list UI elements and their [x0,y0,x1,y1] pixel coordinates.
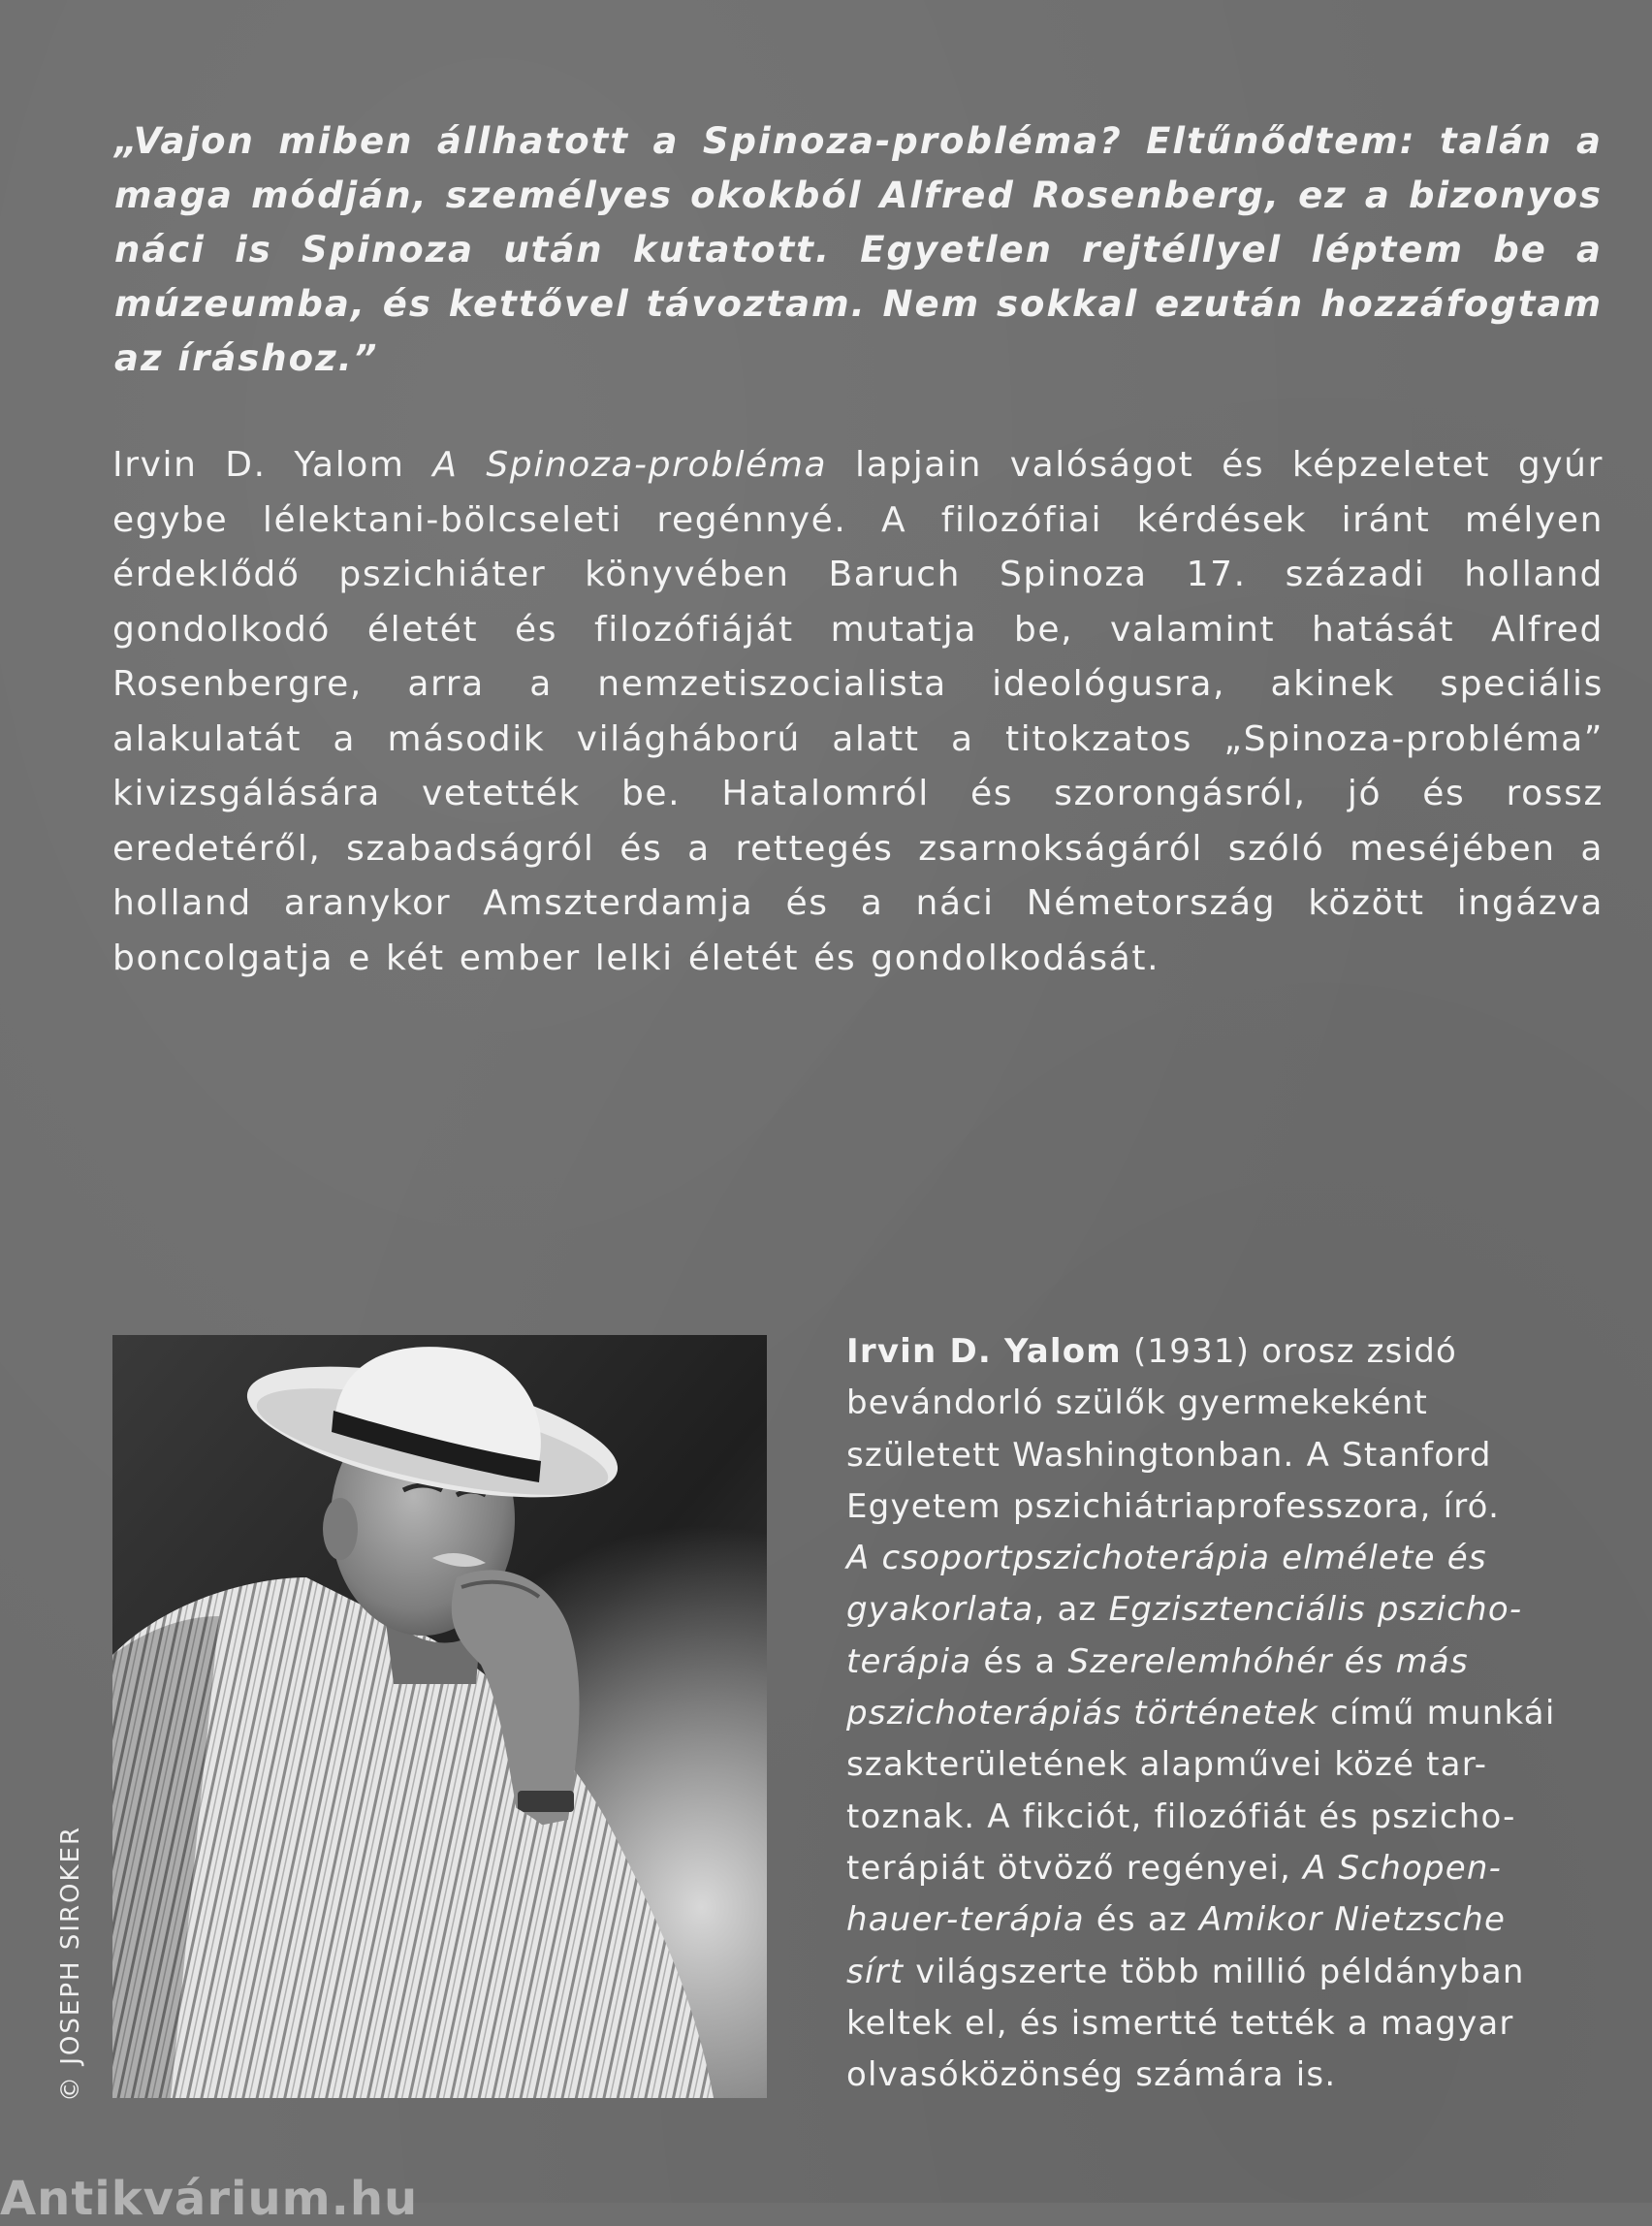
author-portrait-image [112,1335,767,2098]
bio-text: terápiát ötvöző regényei, [846,1848,1292,1888]
bio-book-title: Egzisztenciális pszicho- [1108,1590,1523,1630]
bio-line: keltek el, és ismertté tették a magyar [846,2003,1514,2043]
bio-line [846,1843,1612,1894]
bio-line [846,1688,1612,1739]
bio-text: és a [983,1641,1057,1681]
bio-book-title: hauer-terápia [846,1900,1085,1940]
bio-book-title: sírt [846,1952,905,1991]
bio-line [846,1947,1612,1998]
author-bio [846,1326,1612,2101]
bio-line: született Washingtonban. A Stanford [846,1435,1492,1475]
bio-line [846,1584,1612,1636]
blurb-book-title: A Spinoza-probléma [432,445,828,485]
bio-book-title: gyakorlata [846,1590,1034,1630]
bio-line [846,1533,1612,1584]
bio-line: olvasóközönség számára is. [846,2055,1337,2095]
bio-line [846,1326,1612,1378]
back-cover-quote [114,114,1603,386]
blurb-body: lapjain valóságot és képzeletet gyúr egybe lélektani-bölcseleti regénnyé. A filozófiai kérdések iránt mélyen érdeklődő pszichiáter könyvében Baruch Spinoza 17. századi holland gondolkodó életét és filozófiáját mutatja be, valamint hatását Alfred Rosenbergre, arra a nemzetiszocialista ideológusra, akinek speciális alakulatát a második világháború alatt a titokzatos „Spinoza-probléma” kivizsgálására vetették be. Hatalomról és szorongásról, jó és rossz eredetéről, szabadságról és a rettegés zsarnokságáról szóló meséjében a holland aranykor Amszterdamja és a náci Németország között ingázva boncolgatja e két ember lelki életét és gondolkodását. [112,445,1604,978]
bio-text: és az [1096,1900,1188,1940]
bio-book-title: terápia [846,1641,972,1681]
bio-text: (1931) orosz zsidó [1132,1332,1458,1371]
bio-book-title: Szerelemhóhér és más [1067,1641,1469,1681]
quote-text: „Vajon miben állhatott a Spinoza-probléma? Eltűnődtem: talán a maga módján, személyes okokból Alfred Rosenberg, ez a bizonyos náci is Spinoza után kutatott. Egyetlen rejtéllyel léptem be a múzeumba, és kettővel távoztam. Nem sokkal ezután hozzáfogtam az íráshoz.” [114,120,1603,379]
blurb-author: Irvin D. Yalom [112,445,405,485]
bio-line: bevándorló szülők gyermekeként [846,1383,1428,1423]
watermark: Antikvárium.hu [0,2172,419,2226]
bio-author-name: Irvin D. Yalom [846,1332,1122,1371]
photo-credit: © JOSEPH SIROKER [56,1825,85,2102]
bio-line: szakterületének alapművei közé tar- [846,1745,1488,1785]
bio-line: Egyetem pszichiátriaprofesszora, író. [846,1486,1501,1526]
bio-text: , az [1033,1590,1097,1630]
bio-book-title: pszichoterápiás történetek [846,1694,1319,1733]
bio-line [846,1894,1612,1946]
book-description [112,438,1604,986]
bio-book-title: A csoportpszichoterápia elmélete és [846,1539,1487,1578]
bio-book-title: Amikor Nietzsche [1198,1900,1507,1940]
bio-text: világszerte több millió példányban [915,1952,1525,1991]
bio-line [846,1637,1612,1688]
bio-line: toznak. A fikciót, filozófiát és pszicho- [846,1797,1516,1836]
bio-book-title: A Schopen- [1303,1848,1503,1888]
bio-text: című munkái [1330,1694,1556,1733]
author-photo [112,1335,767,2098]
